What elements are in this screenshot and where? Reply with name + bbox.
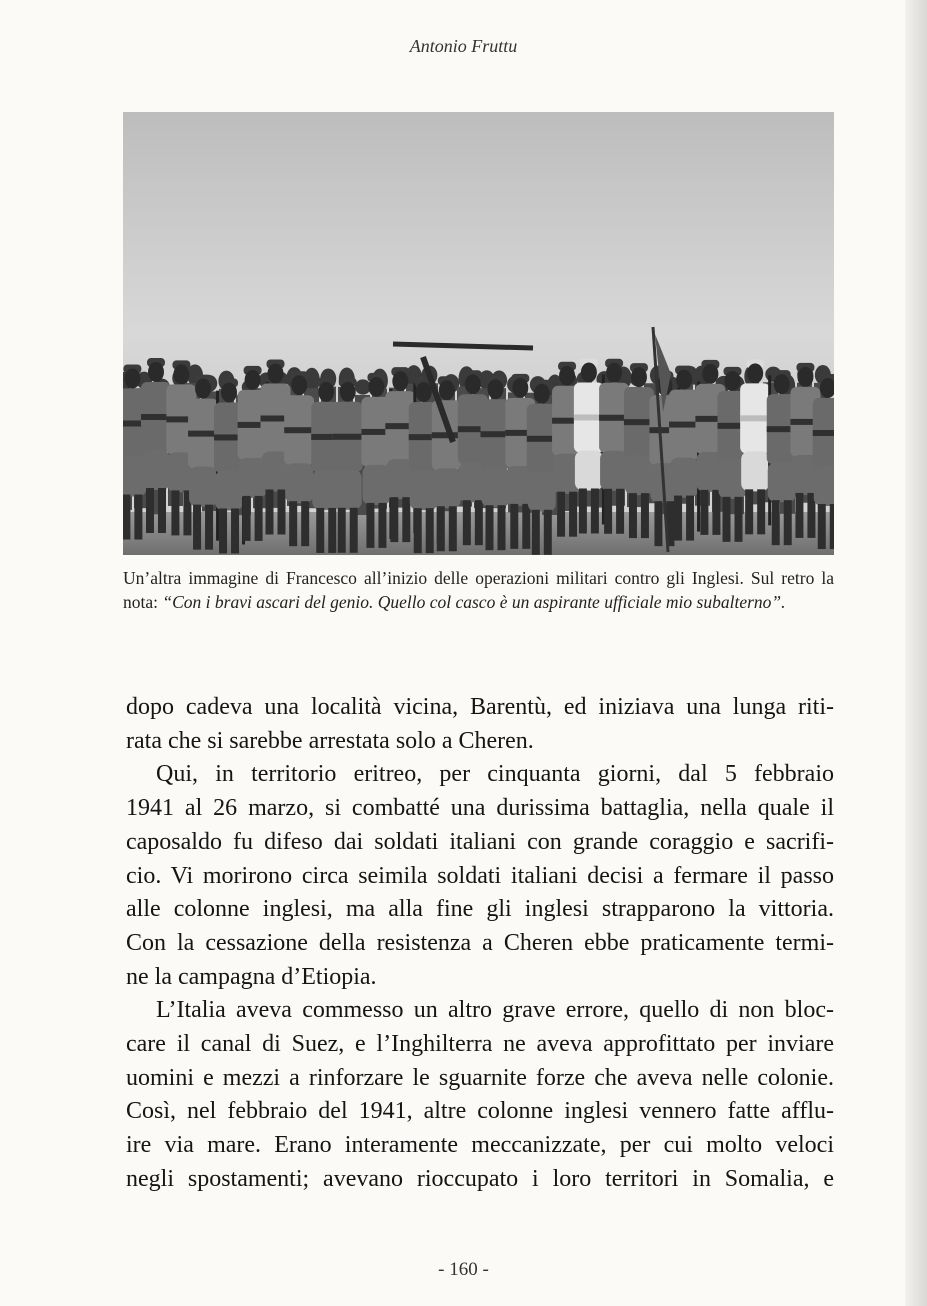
- photograph: [123, 112, 834, 555]
- body-line: uomini e mezzi a rinforzare le sguarnite forze che aveva nelle colonie.: [126, 1064, 834, 1091]
- body-line: negli spostamenti; avevano rioccupato i loro territori in Somalia, e: [126, 1165, 834, 1192]
- body-line: Con la cessazione della resistenza a Cheren ebbe praticamente termi-: [126, 929, 834, 956]
- caption-intro: Un’altra immagine di Francesco all’inizio delle operazioni militari contro gli Inglesi. Sul retro la nota:: [123, 568, 834, 612]
- caption-quote: “Con i bravi ascari del genio. Quello col casco è un aspirante ufficiale mio subalterno”.: [162, 592, 786, 612]
- body-line: alle colonne inglesi, ma alla fine gli inglesi strapparono la vittoria.: [126, 896, 834, 923]
- body-line: cio. Vi morirono circa seimila soldati italiani decisi a fermare il passo: [126, 862, 834, 889]
- body-line: Così, nel febbraio del 1941, altre colonne inglesi vennero fatte afflu-: [126, 1098, 834, 1125]
- page-edge-shadow: [905, 0, 927, 1306]
- body-text: [126, 691, 834, 1197]
- photo-caption: [123, 566, 834, 614]
- running-head-author: Antonio Fruttu: [409, 36, 518, 56]
- body-line: ire via mare. Erano interamente meccanizzate, per cui molto veloci: [126, 1132, 834, 1159]
- body-line: ne la campagna d’Etiopia.: [126, 963, 377, 990]
- body-line: L’Italia aveva commesso un altro grave errore, quello di non bloc-: [156, 997, 834, 1024]
- body-line: Qui, in territorio eritreo, per cinquanta giorni, dal 5 febbraio: [156, 761, 834, 788]
- page-number: - 160 -: [438, 1259, 489, 1280]
- body-line: dopo cadeva una località vicina, Barentù, ed iniziava una lunga riti-: [126, 694, 834, 720]
- body-line: care il canal di Suez, e l’Inghilterra ne aveva approfittato per inviare: [126, 1031, 834, 1058]
- body-line: caposaldo fu difeso dai soldati italiani con grande coraggio e sacrifi-: [126, 828, 834, 855]
- body-line: 1941 al 26 marzo, si combatté una durissima battaglia, nella quale il: [126, 795, 834, 822]
- body-line: rata che si sarebbe arrestata solo a Cheren.: [126, 727, 534, 754]
